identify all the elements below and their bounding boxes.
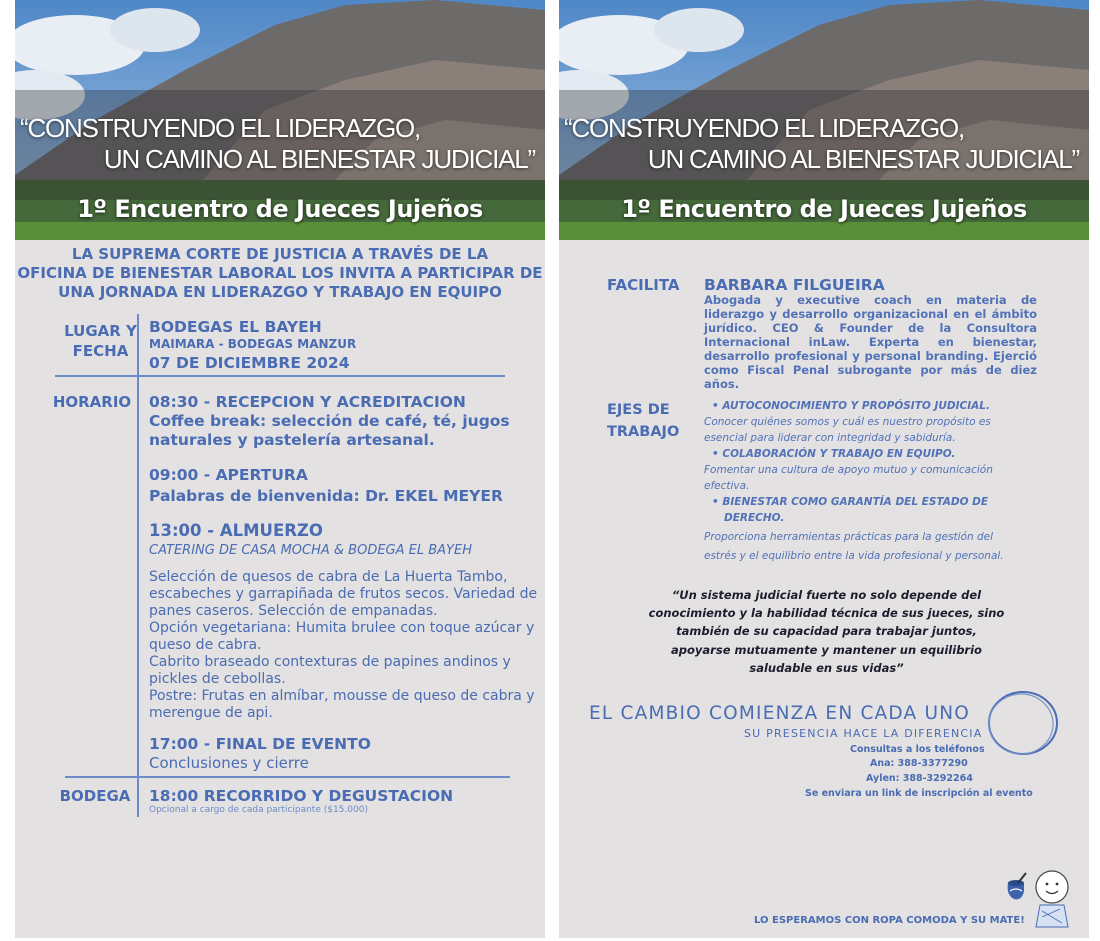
event-title-line2: UN CAMINO AL BIENESTAR JUDICIAL”: [647, 144, 1079, 174]
venue-subtitle: MAIMARA - BODEGAS MANZUR: [149, 337, 357, 351]
event-title-line1: “CONSTRUYENDO EL LIDERAZGO,: [564, 113, 965, 143]
axis-title: • AUTOCONOCIMIENTO Y PROPÓSITO JUDICIAL.: [712, 400, 990, 412]
menu-line: Cabrito braseado contexturas de papines andinos y: [149, 654, 511, 670]
contact-phone-ana: Ana: 388-3377290: [870, 758, 968, 769]
mate-icon: [1008, 873, 1026, 899]
quote-line: apoyarse mutuamente y mantener un equilibrio: [671, 642, 982, 657]
axis-title: • COLABORACIÓN Y TRABAJO EN EQUIPO.: [712, 448, 956, 460]
left-flyer-page: [15, 0, 545, 938]
horario-label: HORARIO: [52, 393, 132, 411]
menu-line: escabeches y garrapiñada de frutos secos. Variedad de: [149, 586, 538, 602]
event-title-line1: “CONSTRUYENDO EL LIDERAZGO,: [20, 113, 421, 143]
axis-text: Fomentar una cultura de apoyo mutuo y comunicación efectiva.: [704, 464, 993, 492]
schedule-detail: naturales y pastelería artesanal.: [149, 431, 435, 449]
schedule-title: 17:00 - FINAL DE EVENTO: [149, 735, 371, 753]
optional-note: Opcional a cargo de cada participante ($15.000): [149, 805, 368, 815]
menu-line: Postre: Frutas en almíbar, mousse de queso de cabra y: [149, 688, 535, 704]
schedule-title: 18:00 RECORRIDO Y DEGUSTACION: [149, 787, 454, 805]
invitation-line: UNA JORNADA EN LIDERAZGO Y TRABAJO EN EQUIPO: [58, 283, 502, 301]
header-banner: [559, 0, 1089, 240]
invitation-line: LA SUPREMA CORTE DE JUSTICIA A TRAVÉS DE LA: [71, 245, 489, 263]
facilitator-bio: Abogada y executive coach en materia de liderazgo y desarrollo organizacional en el ámbito jurídico. CEO & Founder de la Consultora Internacional inLaw. Experta en bienestar, desarrollo profesional y personal branding. Ejerció como Fiscal Penal subrogante por más de diez años.: [704, 293, 1037, 391]
header-banner: [15, 0, 545, 240]
menu-line: queso de cabra.: [149, 637, 262, 653]
menu-line: Opción vegetariana: Humita brulee con toque azúcar y: [149, 620, 535, 636]
schedule-detail: Coffee break: selección de café, té, jugos: [149, 412, 510, 430]
event-subtitle: 1º Encuentro de Jueces Jujeños: [621, 195, 1027, 223]
slogan-subtitle: SU PRESENCIA HACE LA DIFERENCIA: [744, 727, 983, 740]
event-title-line2: UN CAMINO AL BIENESTAR JUDICIAL”: [103, 144, 535, 174]
menu-line: pickles de cebollas.: [149, 671, 286, 687]
contact-title: Consultas a los teléfonos: [850, 744, 985, 755]
quote-line: “Un sistema judicial fuerte no solo depende del: [671, 588, 982, 602]
lugar-fecha-label: [63, 321, 138, 361]
menu-line: merengue de api.: [149, 705, 273, 721]
label-line: TRABAJO: [607, 424, 680, 440]
schedule-detail: Conclusiones y cierre: [149, 754, 309, 772]
quote-block: [639, 586, 1014, 677]
divider-vertical: [137, 314, 139, 817]
right-flyer-page: [559, 0, 1089, 938]
schedule-title: 08:30 - RECEPCION Y ACREDITACION: [149, 393, 466, 411]
slogan: EL CAMBIO COMIENZA EN CADA UNO: [589, 703, 971, 724]
facilitator-name: BARBARA FILGUEIRA: [704, 276, 885, 294]
menu-line: Selección de quesos de cabra de La Huerta Tambo,: [149, 569, 508, 585]
quote-line: saludable en sus vidas”: [749, 660, 904, 675]
footer-note: LO ESPERAMOS CON ROPA COMODA Y SU MATE!: [754, 915, 1025, 926]
divider-horizontal: [55, 375, 505, 377]
smiley-figure-icon: [1036, 871, 1068, 927]
schedule-detail: Palabras de bienvenida: Dr. EKEL MEYER: [149, 487, 503, 505]
bodega-label: BODEGA: [59, 787, 131, 805]
circle-ring-icon: [983, 688, 1063, 758]
catering-subtitle: CATERING DE CASA MOCHA & BODEGA EL BAYEH: [149, 543, 472, 558]
quote-line: conocimiento y la habilidad técnica de sus jueces, sino: [648, 606, 1005, 621]
work-axes-list: [704, 398, 1022, 566]
registration-note: Se enviara un link de inscripción al evento: [805, 788, 1033, 799]
label-line: EJES DE: [607, 402, 670, 418]
menu-line: panes caseros. Selección de empanadas.: [149, 603, 438, 619]
ejes-label: [607, 399, 679, 443]
invitation-line: OFICINA DE BIENESTAR LABORAL LOS INVITA A PARTICIPAR DE: [17, 264, 543, 282]
label-line: LUGAR Y: [64, 322, 137, 340]
axis-text: Conocer quiénes somos y cuál es nuestro propósito es esencial para liderar con integridad y sabiduría.: [704, 416, 991, 444]
invitation-text: [15, 245, 545, 302]
quote-line: también de su capacidad para trabajar juntos,: [676, 624, 977, 639]
label-line: FECHA: [72, 342, 129, 360]
divider-horizontal: [65, 776, 510, 778]
facilita-label: FACILITA: [607, 276, 680, 294]
event-date: 07 DE DICIEMBRE 2024: [149, 354, 350, 372]
axis-title: • BIENESTAR COMO GARANTÍA DEL ESTADO DE DERECHO.: [712, 496, 989, 524]
schedule-title: 09:00 - APERTURA: [149, 466, 308, 484]
event-subtitle: 1º Encuentro de Jueces Jujeños: [77, 195, 483, 223]
axis-text: Proporciona herramientas prácticas para la gestión del estrés y el equilibrio entre la vida profesional y personal.: [704, 531, 1004, 562]
venue-name: BODEGAS EL BAYEH: [149, 318, 322, 336]
lunch-menu: [149, 569, 537, 722]
contact-phone-aylen: Aylen: 388-3292264: [866, 773, 973, 784]
schedule-title: 13:00 - ALMUERZO: [149, 521, 323, 540]
